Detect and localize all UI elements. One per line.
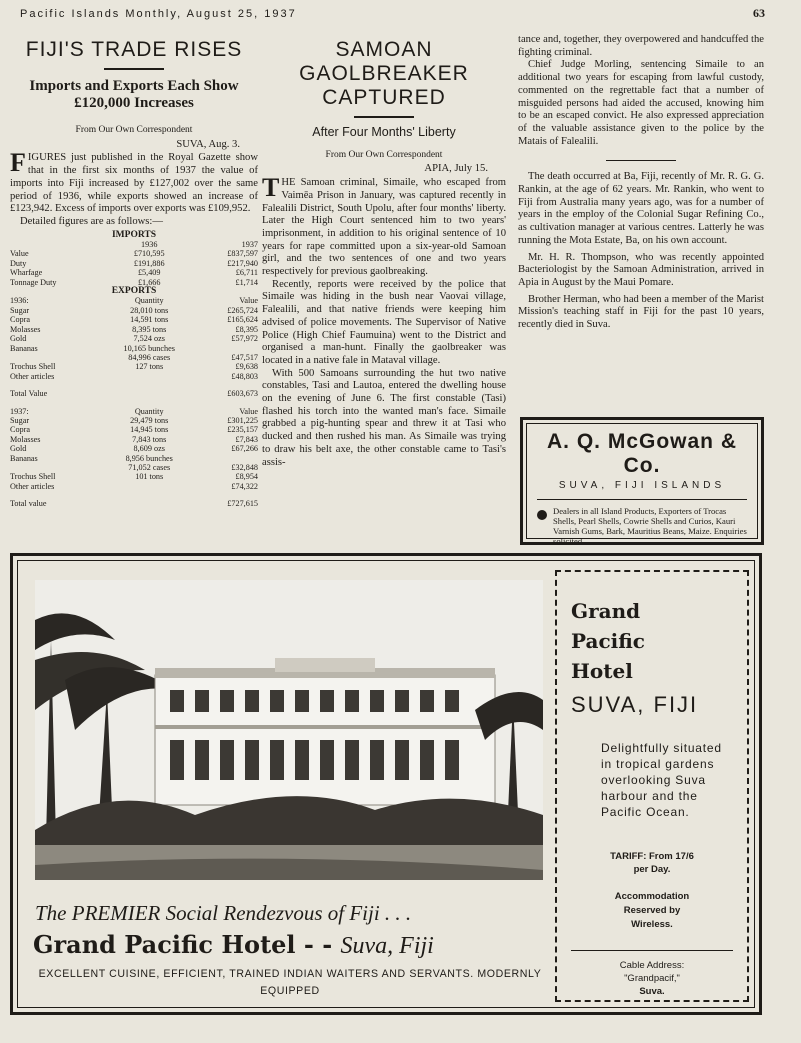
table-cell: 8,609 ozs (133, 444, 165, 454)
table-cell (10, 381, 258, 389)
table-cell: Sugar (10, 415, 30, 425)
table-cell: 101 tons (135, 472, 164, 482)
divider (537, 499, 747, 500)
table-cell: £1,666 (137, 277, 161, 287)
table-cell: Molasses (10, 434, 41, 444)
bullet-icon (537, 510, 547, 520)
samoan-para-3-continued: tance and, together, they overpowered and handcuffed the fighting criminal. (518, 34, 764, 58)
table-row (10, 249, 258, 258)
table-row (10, 325, 258, 334)
fiji-dateline: SUVA, Aug. 3. (176, 138, 240, 150)
table-cell: Gold (10, 444, 27, 454)
table-cell: £165,624 (227, 315, 258, 325)
table-cell: 8,956 bunches (125, 453, 173, 463)
table-header-row (10, 240, 258, 249)
accommodation-note: Accommodation Reserved by Wireless. (614, 891, 690, 930)
table-row (10, 482, 258, 491)
rankin-note: The death occurred at Ba, Fiji, recently of Mr. R. G. G. Rankin, at the age of 62 years. Mr. Rankin, who went to Fiji from Australia many years ago, was for a number of years in the employ of the Colonial Sugar Refining Co., as cultivation manager at various centres. Latterly he was running the Mota Estate, Ba, on his own account. (518, 171, 764, 246)
mcgowan-text: Dealers in all Island Products, Exporters of Trocas Shells, Pearl Shells, Cowrie Shells and Curios, Kauri Varnish Gums, Bark, Mauritius Beans, Maize. Enquiries solicited (537, 506, 747, 546)
table-cell: £74,322 (231, 481, 258, 491)
table-cell: 14,945 tons (130, 425, 169, 435)
samoan-byline: From Our Own Correspondent (325, 149, 443, 160)
side-hotel-name-3: Hotel (571, 659, 633, 683)
table-cell: £48,803 (231, 371, 258, 381)
hotel-building-image (35, 580, 543, 880)
table-cell: Tonnage Duty (10, 277, 57, 287)
table-row (10, 444, 258, 453)
table-header-row (10, 407, 258, 416)
table-cell: Other articles (10, 371, 55, 381)
table-cell: £710,595 (133, 249, 165, 259)
table-cell (10, 240, 100, 249)
table-cell (199, 344, 258, 353)
table-cell: Sugar (10, 305, 30, 315)
table-row (10, 416, 258, 425)
table-cell: £5,409 (137, 268, 161, 278)
table-cell: £235,157 (227, 425, 258, 435)
table-row (10, 353, 258, 362)
table-cell: 29,479 tons (130, 415, 169, 425)
headline-rule (104, 68, 164, 70)
dropcap: F (10, 148, 26, 178)
table-cell: £9,638 (235, 362, 258, 372)
samoan-subheadline: After Four Months' Liberty (312, 125, 456, 139)
table-spacer (10, 491, 258, 499)
table-row (10, 315, 258, 324)
table-cell: Other articles (10, 481, 55, 491)
table-cell: Bananas (10, 453, 38, 463)
table-cell: Trochus Shell (10, 472, 56, 482)
table-row (10, 463, 258, 472)
table-row (10, 344, 258, 353)
running-head: Pacific Islands Monthly, August 25, 1937 (20, 8, 297, 20)
fiji-subheadline: Imports and Exports Each Show £120,000 Increases (29, 78, 239, 111)
table-row (10, 425, 258, 434)
table-total-row (10, 389, 258, 398)
table-cell: 8,395 tons (132, 324, 167, 334)
table-header-row (10, 296, 258, 305)
table-cell: £191,886 (133, 258, 165, 268)
table-cell (100, 372, 199, 381)
samoan-article (262, 34, 506, 469)
table-cell (10, 463, 100, 472)
fiji-para-1: FIGURES just published in the Royal Gazette show that in the first six months of 1937 the value of imports into Fiji increased by £127,002 over the same period of 1936, while exports showed an increase of £123,942. Excess of imports over exports was £109,952. (10, 148, 258, 215)
samoan-para-4: Chief Judge Morling, sentencing Simaile to an additional two years for escaping from lawful custody, commented on the regrettable fact that a number of misguided persons had aided the accused, knowing him to be an escaped convict. He also expressed appreciation of the valuable assistance given to the police by the Matais of Falealili. (518, 59, 764, 147)
table-cell: Gold (10, 334, 27, 344)
table-cell: £6,711 (235, 268, 258, 278)
table-cell (10, 491, 258, 499)
total-label: Total Value (10, 389, 48, 399)
samoan-para-3: With 500 Samoans surrounding the hut two native constables, Tasi and Lautoa, entered the dwelling house on the evening of June 6. The first constable (Tasi) flashed his torch into the wanted man's face. Simaile grabbed a pig-hunting spear and threw it at Tasi who ducked and then rushed his man. As Simaile was trying to draw his belt axe, the other constable came to Tasi's assis- (262, 367, 506, 468)
side-hotel-name-1: Grand (571, 599, 641, 623)
dropcap: T (262, 173, 280, 203)
table-cell: £837,597 (227, 249, 258, 259)
side-hotel-name-2: Pacific (571, 629, 645, 653)
table-cell: 28,010 tons (130, 305, 169, 315)
thompson-note: Mr. H. R. Thompson, who was recently appointed Bacteriologist by the Samoan Administration, arrived in Apia in August by the Maui Pomare. (518, 251, 764, 288)
table-cell: Molasses (10, 324, 41, 334)
samoan-headline: SAMOAN GAOLBREAKER CAPTURED (299, 38, 469, 109)
table-spacer (10, 381, 258, 389)
tariff: TARIFF: From 17/6 per Day. (610, 851, 694, 875)
table-cell: £8,954 (235, 472, 258, 482)
exports-heading: EXPORTS (111, 286, 157, 297)
table-cell: 7,843 tons (132, 434, 167, 444)
table-row (10, 472, 258, 481)
table-cell: £32,848 (231, 462, 258, 472)
table-cell: £301,225 (227, 415, 258, 425)
mcgowan-name: A. Q. McGowan & Co. (546, 430, 737, 477)
column-header: Value (239, 406, 258, 416)
table-cell (100, 389, 199, 398)
table-row (10, 306, 258, 315)
total-value: £727,615 (227, 499, 258, 509)
mcgowan-location: SUVA, FIJI ISLANDS (558, 480, 726, 491)
column-header: Value (239, 296, 258, 306)
samoan-dateline: APIA, July 15. (424, 163, 488, 175)
table-cell (10, 353, 100, 362)
table-cell: Trochus Shell (10, 362, 56, 372)
side-description: Delightfully situated in tropical gardens overlooking Suva harbour and the Pacific Ocean. (601, 741, 722, 819)
table-cell (100, 499, 199, 508)
herman-note: Brother Herman, who had been a member of the Marist Mission's teaching staff in Fiji for the past 10 years, recently died in Suva. (518, 293, 764, 331)
table-cell: £217,940 (227, 258, 258, 268)
table-cell: £57,972 (231, 334, 258, 344)
side-location: SUVA, FIJI (571, 692, 699, 717)
year-header: 1936 (141, 240, 158, 250)
table-cell: 127 tons (135, 362, 164, 372)
table-heading-row (10, 287, 258, 296)
hotel-tagline: The PREMIER Social Rendezvous of Fiji . . . (35, 901, 412, 925)
samoan-para-2: Recently, reports were received by the police that Simaile was hiding in the bush near Vaovai village, Falealili, and that native friends were keeping him advised of police movements. The Supervisor of Native Police (High Chief Faumuina) went to the District and organised a man-hunt. Finally the gaolbreaker was located in a native fale in Mataval village. (262, 278, 506, 366)
table-row (10, 334, 258, 343)
grand-pacific-hotel-advertisement (10, 553, 762, 1015)
table-cell: £67,266 (231, 444, 258, 454)
fiji-headline: FIJI'S TRADE RISES (25, 38, 243, 61)
table-cell (199, 454, 258, 463)
hotel-name-line: Grand Pacific Hotel - - Suva, Fiji (33, 930, 434, 959)
hotel-side-panel (555, 570, 749, 1002)
column-header: Quantity (134, 296, 164, 306)
cable-address: Cable Address: "Grandpacif," Suva. (571, 950, 733, 998)
table-cell: Wharfage (10, 268, 43, 278)
imports-heading: IMPORTS (111, 229, 156, 240)
fiji-trade-article (10, 34, 258, 509)
column-three (518, 34, 764, 332)
total-value: £603,673 (227, 389, 258, 399)
table-cell (10, 399, 258, 407)
table-cell: £265,724 (227, 305, 258, 315)
table-cell: 14,591 tons (130, 315, 169, 325)
table-row (10, 454, 258, 463)
table-row (10, 362, 258, 371)
mcgowan-advertisement (520, 417, 764, 545)
table-row (10, 435, 258, 444)
table-total-row (10, 499, 258, 508)
table-row (10, 259, 258, 268)
year-header: 1937 (241, 240, 258, 250)
table-cell: £1,714 (235, 277, 258, 287)
table-cell (100, 482, 199, 491)
table-row (10, 372, 258, 381)
page-number: 63 (753, 6, 765, 20)
table-cell: £47,517 (231, 352, 258, 362)
total-label: Total value (10, 499, 47, 509)
table-cell: Duty (10, 258, 27, 268)
fiji-byline: From Our Own Correspondent (75, 125, 193, 135)
table-cell: Value (10, 249, 29, 259)
trade-table (10, 231, 258, 509)
headline-rule (354, 116, 414, 118)
table-heading-row (10, 231, 258, 240)
hotel-photograph (35, 580, 543, 880)
hotel-services: EXCELLENT CUISINE, EFFICIENT, TRAINED INDIAN WAITERS AND SERVANTS. MODERNLY EQUIPPED (38, 968, 542, 997)
table-cell: Bananas (10, 343, 38, 353)
divider (606, 160, 676, 161)
year-label: 1936: (10, 296, 29, 306)
table-spacer (10, 399, 258, 407)
column-header: Quantity (134, 406, 164, 416)
table-cell: Copra (10, 425, 31, 435)
table-cell: £7,843 (235, 434, 258, 444)
fiji-para-2: Detailed figures are as follows:— (20, 215, 163, 227)
samoan-para-1: THE Samoan criminal, Simaile, who escaped from Vaimēa Prison in January, was captured recently in Falealili District, South Upolu, after four months' liberty. Later the High Court sentenced him to two years' imprisonment, in addition to his original sentence of 10 years for rape committed upon a six-year-old Samoan girl, and the two sentences of one and two years respectively for previous gaolbreaking. (262, 173, 506, 278)
table-cell: 71,052 cases (128, 462, 171, 472)
table-cell: 10,165 bunches (123, 343, 175, 353)
table-row (10, 268, 258, 277)
table-cell: 7,524 ozs (133, 334, 165, 344)
table-cell: 84,996 cases (128, 352, 171, 362)
table-cell: Copra (10, 315, 31, 325)
year-label: 1937: (10, 406, 29, 416)
table-cell: £8,395 (235, 324, 258, 334)
